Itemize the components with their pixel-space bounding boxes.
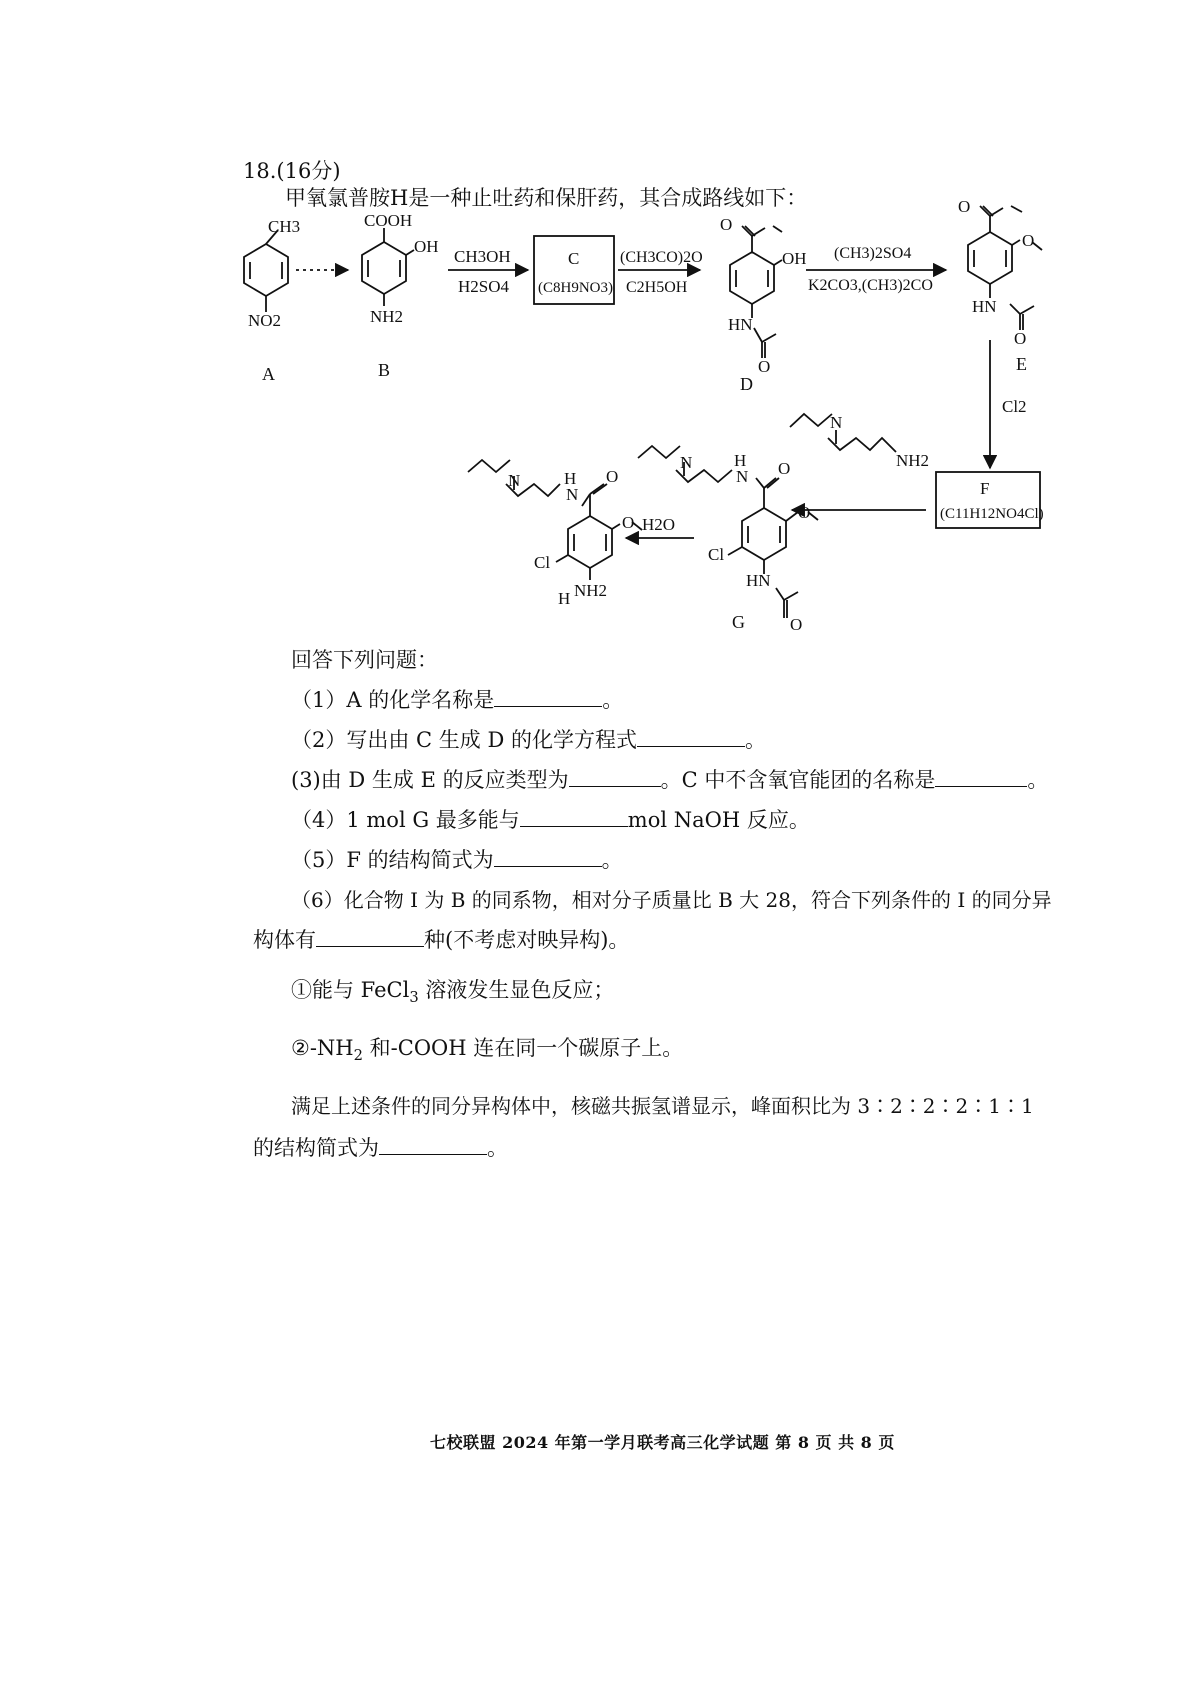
question-6-final-end: 。 xyxy=(487,1136,508,1160)
question-1-text: （1）A 的化学名称是 xyxy=(291,688,495,712)
h-n-label: N xyxy=(508,471,521,490)
g-n-label: N xyxy=(680,453,693,472)
answer-blank-2[interactable] xyxy=(637,726,745,747)
condition-2 xyxy=(291,1034,683,1070)
h-cl-label: Cl xyxy=(534,553,551,572)
answer-blank-3a[interactable] xyxy=(569,766,661,787)
answer-prompt: 回答下列问题： xyxy=(291,648,438,672)
condition-2-end: 和-COOH 连在同一个碳原子上。 xyxy=(362,1036,684,1060)
d-oh-label: OH xyxy=(782,249,807,268)
d-o2-label: O xyxy=(758,357,771,376)
question-2-end: 。 xyxy=(744,728,766,752)
question-5 xyxy=(291,846,623,874)
a-no2-label: NO2 xyxy=(248,311,282,330)
synthesis-scheme xyxy=(0,0,1200,640)
reagent-ethanol: C2H5OH xyxy=(626,279,688,296)
h-nh2-label: NH2 xyxy=(574,581,608,600)
d-hn-label: HN xyxy=(728,315,753,334)
b-nh2-label: NH2 xyxy=(370,307,404,326)
condition-1 xyxy=(291,976,614,1012)
question-4 xyxy=(291,806,810,834)
question-1 xyxy=(291,686,623,714)
amine-reagent-structure xyxy=(790,414,896,452)
label-a: A xyxy=(262,364,275,384)
g-nh-h-label: H xyxy=(734,451,747,470)
amine-nh2-label: NH2 xyxy=(896,451,930,470)
g-o2-label: O xyxy=(798,503,811,522)
answer-blank-3b[interactable] xyxy=(935,766,1027,787)
answer-blank-5[interactable] xyxy=(494,846,602,867)
question-2-text: （2）写出由 C 生成 D 的化学方程式 xyxy=(291,728,637,752)
answer-blank-1[interactable] xyxy=(494,686,602,707)
reagent-k2co3-acetone: K2CO3,(CH3)2CO xyxy=(808,277,933,294)
b-cooh-label: COOH xyxy=(364,211,413,230)
question-6-nmr: 满足上述条件的同分异构体中，核磁共振氢谱显示，峰面积比为 3∶2∶2∶2∶1∶1 xyxy=(291,1094,1034,1118)
question-6-text: 构体有 xyxy=(253,928,316,952)
question-3 xyxy=(291,766,1048,794)
b-oh-label: OH xyxy=(414,237,439,256)
question-intro: 甲氧氯普胺H是一种止吐药和保肝药，其合成路线如下： xyxy=(285,186,808,210)
e-o-label: O xyxy=(958,197,971,216)
question-3-end: 。 xyxy=(1027,768,1049,792)
question-score: (16分) xyxy=(276,159,341,183)
reagent-dimethyl-sulfate: (CH3)2SO4 xyxy=(834,245,912,262)
label-f: F xyxy=(980,479,990,498)
reagent-h2so4: H2SO4 xyxy=(458,277,510,296)
question-2 xyxy=(291,726,766,754)
reagent-ch3oh: CH3OH xyxy=(454,247,511,266)
answer-blank-6b[interactable] xyxy=(379,1134,487,1155)
question-5-end: 。 xyxy=(601,848,623,872)
question-6-final xyxy=(253,1134,508,1162)
d-o-label: O xyxy=(720,215,733,234)
h-o2-label: O xyxy=(622,513,635,532)
question-6-end: 种(不考虑对映异构)。 xyxy=(424,928,630,952)
reagent-acetic-anhydride: (CH3CO)2O xyxy=(620,249,703,266)
e-o2-label: O xyxy=(1022,231,1035,250)
label-d: D xyxy=(740,374,753,394)
question-number-text: 18. xyxy=(243,159,277,183)
reagent-cl2: Cl2 xyxy=(1002,397,1027,416)
amine-n-label: N xyxy=(830,413,843,432)
h-nh-n-label: N xyxy=(566,485,579,504)
question-3-mid: 。C 中不含氧官能团的名称是 xyxy=(660,768,936,792)
c-formula: (C8H9NO3) xyxy=(538,280,613,296)
condition-1-sub: 3 xyxy=(409,989,419,1007)
g-hn-label: HN xyxy=(746,571,771,590)
answer-blank-4[interactable] xyxy=(520,806,628,827)
reagent-h2o: H2O xyxy=(642,515,676,534)
label-e: E xyxy=(1016,354,1027,374)
g-o3-label: O xyxy=(790,615,803,634)
condition-1-text: ①能与 FeCl xyxy=(291,978,410,1002)
question-6-line2 xyxy=(253,926,629,954)
condition-2-sub: 2 xyxy=(353,1047,363,1065)
condition-2-text: ②-NH xyxy=(291,1036,354,1060)
answer-blank-6a[interactable] xyxy=(316,926,424,947)
label-b: B xyxy=(378,360,391,380)
question-6-final-text: 的结构简式为 xyxy=(253,1136,379,1160)
compound-b-structure xyxy=(362,228,414,306)
question-3-text: (3)由 D 生成 E 的反应类型为 xyxy=(291,768,569,792)
label-c: C xyxy=(568,249,580,268)
g-nh-n-label: N xyxy=(736,467,749,486)
question-5-text: （5）F 的结构简式为 xyxy=(291,848,494,872)
e-o3-label: O xyxy=(1014,329,1027,348)
h-nh-h-label: H xyxy=(564,469,577,488)
compound-d-structure xyxy=(730,226,782,358)
condition-1-end: 溶液发生显色反应； xyxy=(418,978,615,1002)
label-g: G xyxy=(732,612,745,632)
g-cl-label: Cl xyxy=(708,545,725,564)
question-4-end: mol NaOH 反应。 xyxy=(627,808,810,832)
question-1-end: 。 xyxy=(602,688,624,712)
question-4-text: （4）1 mol G 最多能与 xyxy=(291,808,520,832)
page-footer: 七校联盟 2024 年第一学月联考高三化学试题 第 8 页 共 8 页 xyxy=(430,1433,895,1452)
f-formula: (C11H12NO4Cl) xyxy=(940,506,1044,522)
question-6-line1: （6）化合物 I 为 B 的同系物，相对分子质量比 B 大 28，符合下列条件的 I 的同分异 xyxy=(291,888,1052,912)
g-o-label: O xyxy=(778,459,791,478)
compound-a-structure xyxy=(244,230,288,312)
h-o-label: O xyxy=(606,467,619,486)
a-ch3-label: CH3 xyxy=(268,217,301,236)
e-hn-label: HN xyxy=(972,297,997,316)
h-h-label: H xyxy=(558,589,571,608)
